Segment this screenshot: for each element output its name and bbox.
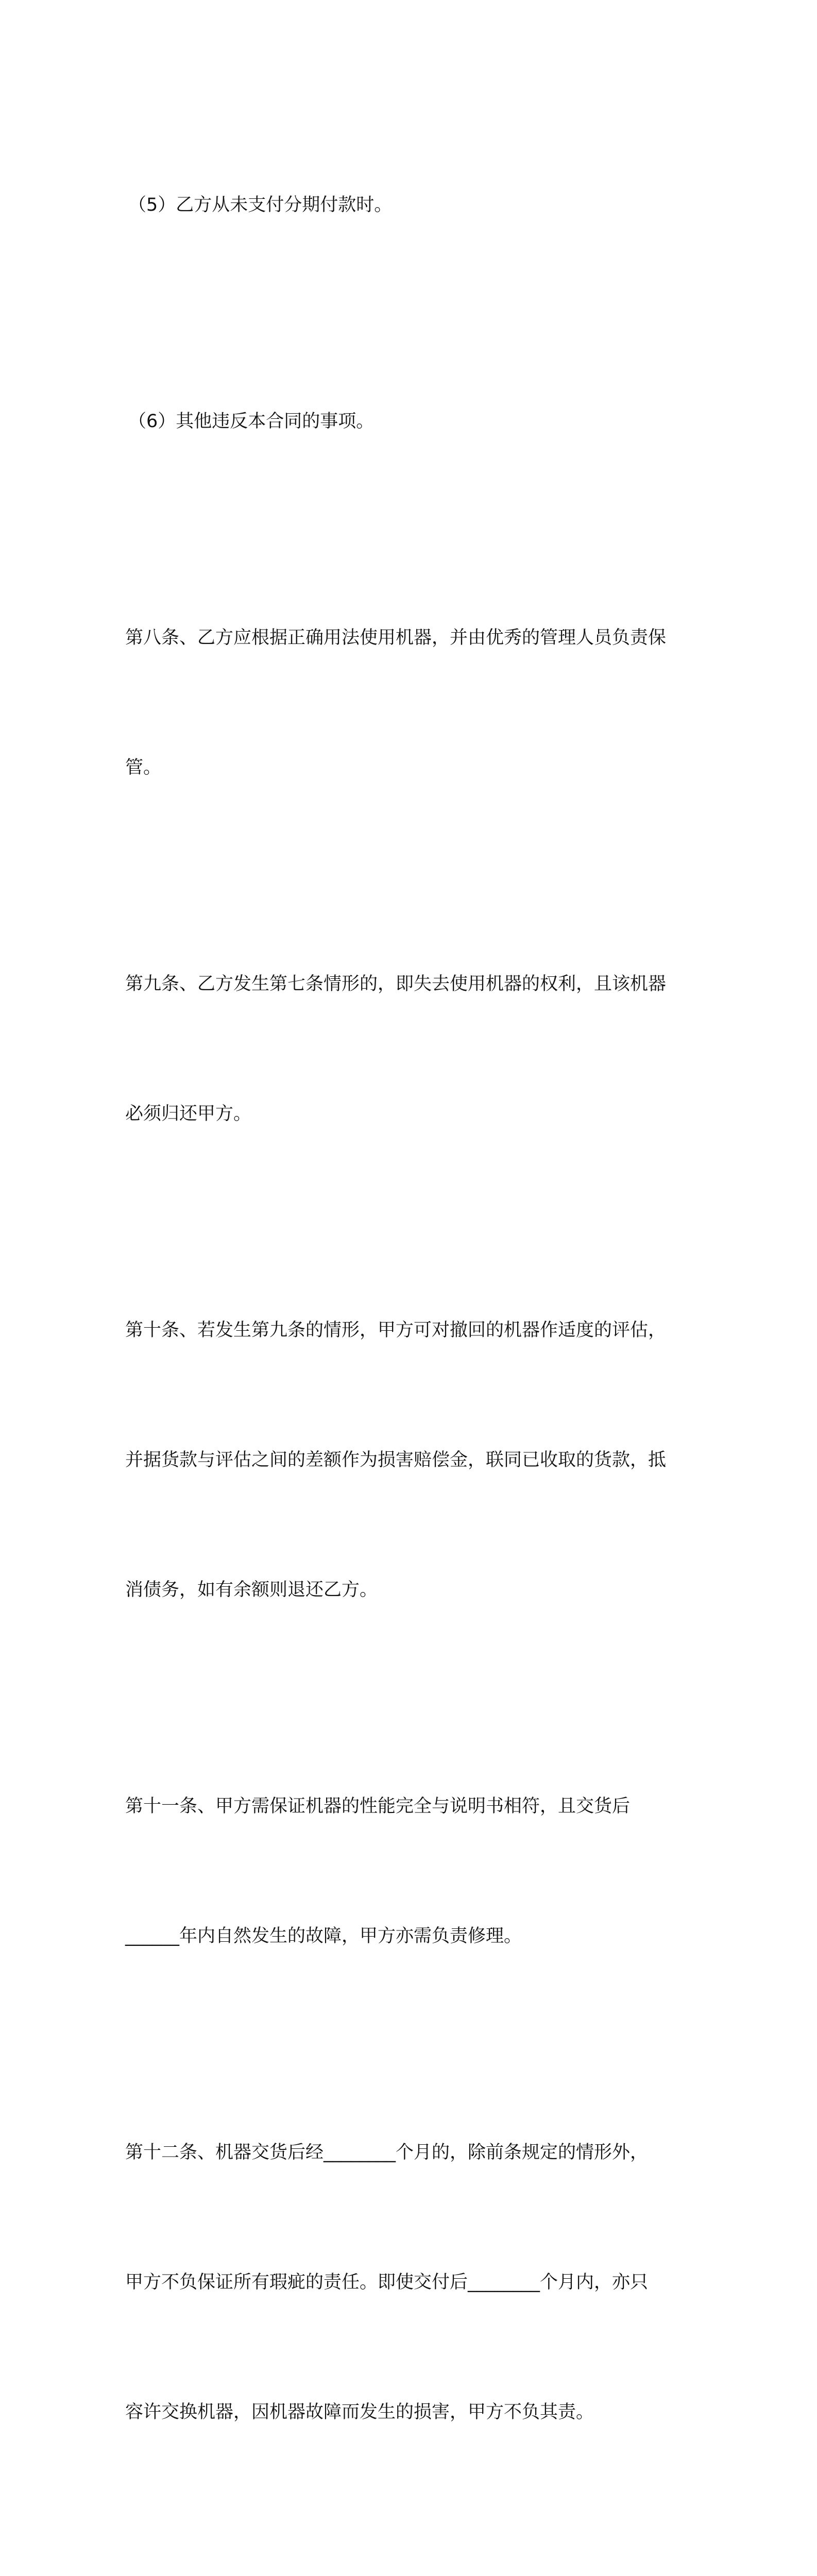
text-line: 第九条、乙方发生第七条情形的，即失去使用机器的权利，且该机器 [125, 974, 667, 994]
text-line: ______年内自然发生的故障，甲方亦需负责修理。 [125, 1926, 522, 1946]
text-line: 管。 [125, 757, 162, 778]
document-body [125, 97, 702, 2576]
text-line: 第十二条、机器交货后经________个月的，除前条规定的情形外， [125, 2142, 649, 2163]
text-line: 甲方不负保证所有瑕疵的责任。即使交付后________个月内，亦只 [125, 2272, 649, 2293]
contract-article-8 [125, 530, 702, 876]
contract-item-5 [125, 97, 702, 313]
text-line: （5）乙方从未支付分期付款时。 [128, 195, 393, 215]
text-line: （6）其他违反本合同的事项。 [128, 411, 375, 432]
text-line: 消债务，如有余额则退还乙方。 [125, 1580, 378, 1600]
contract-article-9 [125, 876, 702, 1222]
contract-article-12 [125, 2044, 702, 2520]
text-line: 第十一条、甲方需保证机器的性能完全与说明书相符，且交货后 [125, 1796, 631, 1817]
text-line: 容许交换机器，因机器故障而发生的损害，甲方不负其责。 [125, 2402, 594, 2422]
text-line: 并据货款与评估之间的差额作为损害赔偿金，联同已收取的货款，抵 [125, 1450, 667, 1470]
contract-article-13 [125, 2520, 702, 2576]
contract-article-10 [125, 1222, 702, 1698]
text-line: 第十条、若发生第九条的情形，甲方可对撤回的机器作适度的评估， [125, 1320, 667, 1341]
contract-article-11 [125, 1698, 702, 2044]
text-line: 必须归还甲方。 [125, 1104, 252, 1124]
contract-item-6 [125, 313, 702, 530]
text-line: 第八条、乙方应根据正确用法使用机器，并由优秀的管理人员负责保 [125, 628, 667, 648]
